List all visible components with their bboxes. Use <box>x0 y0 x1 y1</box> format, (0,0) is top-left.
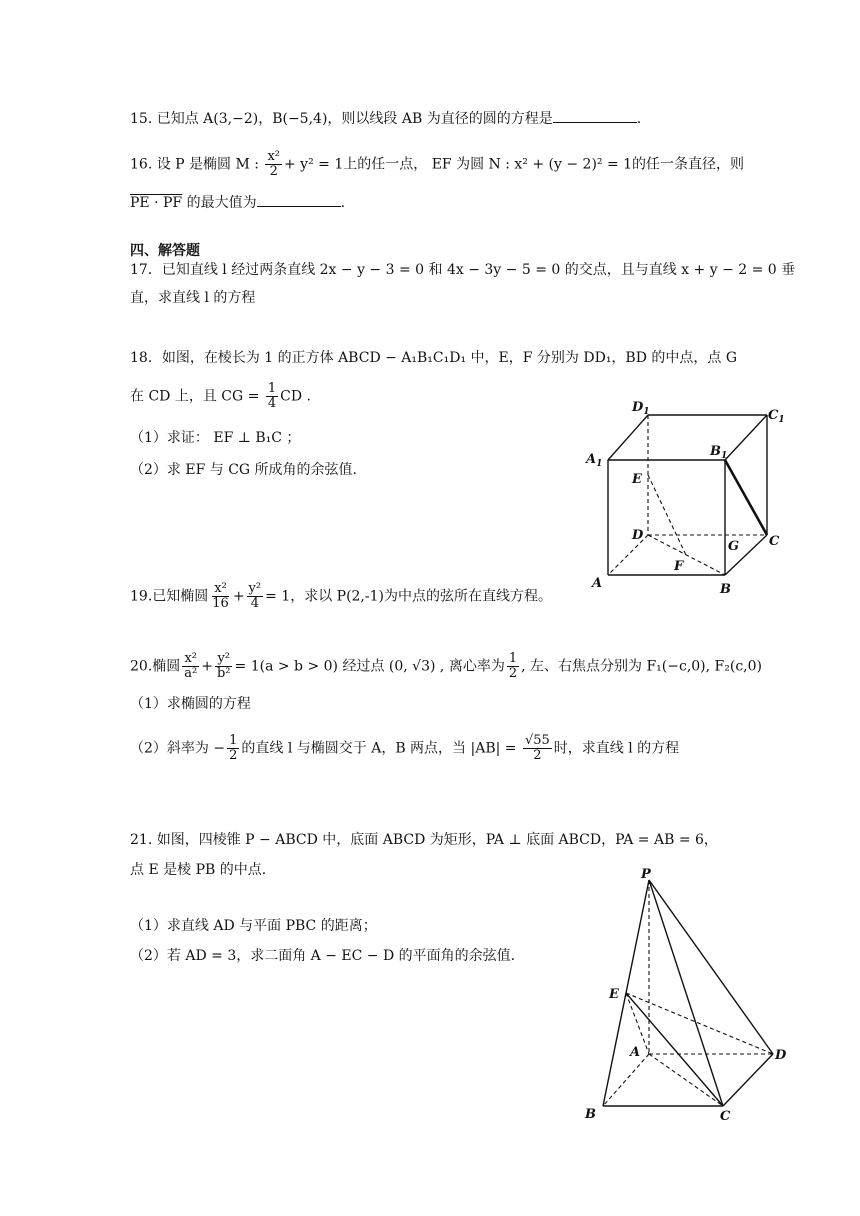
problem-16-text-a: 设 P 是椭圆 M : <box>156 156 264 173</box>
segment-e-c <box>626 993 723 1106</box>
problem-20-text-a: 椭圆 <box>152 658 181 675</box>
problem-20-q1: （1）求椭圆的方程 <box>130 696 251 712</box>
label-a1: $A_1$ <box>586 452 603 469</box>
ellipse-fraction-x <box>210 582 231 611</box>
vector-product: PE · PF <box>130 195 183 211</box>
fraction-denominator: a² <box>184 666 198 681</box>
problem-20-q2-b: 的直线 l 与椭圆交于 A，B 两点，当 |AB| = <box>241 740 521 757</box>
fraction-denominator: 2 <box>269 164 278 179</box>
problem-18-line2 <box>130 382 311 411</box>
edge-c1-b1 <box>725 415 767 460</box>
fraction-numerator: 1 <box>508 651 518 666</box>
eccentricity-fraction <box>507 652 519 681</box>
answer-blank-15[interactable] <box>553 108 637 123</box>
label-d1: $D_1$ <box>632 400 650 417</box>
edge-a1-d1 <box>608 415 648 460</box>
diagonal-a-c-hidden <box>649 1054 723 1106</box>
problem-21-q2: （2）若 AD = 3，求二面角 A − EC − D 的平面角的余弦值. <box>130 948 516 964</box>
fraction-numerator: x² <box>214 581 227 596</box>
problem-16 <box>130 150 744 179</box>
answer-blank-16[interactable] <box>257 192 341 207</box>
fraction-numerator: √55 <box>524 733 550 748</box>
problem-16-end: . <box>340 195 346 211</box>
fraction-numerator: y² <box>217 651 231 666</box>
problem-19 <box>130 582 552 611</box>
problem-15 <box>130 108 641 129</box>
fraction-numerator: 1 <box>229 733 238 748</box>
ellipse-fraction <box>265 150 282 179</box>
edge-a-b-hidden <box>603 1054 649 1106</box>
problem-21-line2: 点 E 是棱 PB 的中点. <box>130 862 267 878</box>
problem-15-text: 已知点 A(3,−2)，B(−5,4)，则以线段 AB 为直径的圆的方程是 <box>156 111 553 127</box>
label-e: E <box>609 987 619 1002</box>
problem-16-text-b: + y² = 1上的任一点， EF 为圆 N : x² + (y − 2)² = 1的任一条直径，则 <box>284 156 745 173</box>
edge-p-c <box>649 880 723 1106</box>
label-p: P <box>641 867 651 882</box>
problem-17-line1: 17．已知直线 l 经过两条直线 2x − y − 3 = 0 和 4x − 3y − 5 = 0 的交点，且与直线 x + y − 2 = 0 垂 <box>130 262 796 278</box>
fraction-denominator: 2 <box>229 748 238 763</box>
problem-18-q2: （2）求 EF 与 CG 所成角的余弦值. <box>130 462 357 478</box>
problem-18-line2-b: CD . <box>280 388 311 405</box>
label-b1: $B_1$ <box>710 444 728 461</box>
problem-20-text-b: = 1(a > b > 0) 经过点 (0, √3) , 离心率为 <box>234 658 505 675</box>
problem-20-number: 20. <box>130 658 153 675</box>
problem-16-line2-text: 的最大值为 <box>182 195 257 211</box>
problem-16-number: 16. <box>130 156 153 173</box>
fraction-denominator: 16 <box>212 596 229 611</box>
plus-sign: + <box>232 588 245 605</box>
problem-16-line2 <box>130 192 345 213</box>
label-d: D <box>632 528 644 543</box>
label-b: B <box>585 1107 596 1122</box>
problem-20-q2-a: （2）斜率为 − <box>130 740 226 757</box>
problem-18-q1: （1）求证： EF ⊥ B₁C ； <box>130 430 301 446</box>
length-fraction <box>523 734 552 763</box>
fraction-numerator: 1 <box>267 381 277 396</box>
segment-b1-c <box>725 460 767 535</box>
label-g: G <box>728 539 740 554</box>
segment-e-f-hidden <box>648 475 686 555</box>
problem-20: 20.椭圆 $\frac{\text{x²}}{\text{a²}}$ + $\frac{\text{y²}}{\text{b²}}$ = 1(a > b > 0) 经过点 (0, √3) , 离心率为 $\frac{1}{2}$ , 左、右焦点分别为 F₁(−c,0), F₂(c,0) <box>130 651 762 681</box>
label-c: C <box>769 534 780 549</box>
problem-21-q1: （1）求直线 AD 与平面 PBC 的距离； <box>130 918 377 934</box>
fraction-denominator: 2 <box>533 748 542 763</box>
label-b: B <box>720 582 731 597</box>
label-c1: $C_1$ <box>768 408 785 425</box>
ellipse-fraction-y <box>247 582 264 611</box>
problem-15-end: . <box>636 111 642 127</box>
cg-fraction <box>266 382 278 411</box>
pyramid-figure <box>575 862 795 1127</box>
section-heading: 四、解答题 <box>130 243 200 259</box>
problem-18-line2-a: 在 CD 上，且 CG = <box>130 388 264 405</box>
problem-21-line1: 21. 如图，四棱锥 P − ABCD 中，底面 ABCD 为矩形，PA ⊥ 底面 ABCD，PA = AB = 6， <box>130 832 718 848</box>
ellipse-fraction-y <box>215 652 233 681</box>
problem-19-text-b: = 1，求以 P(2,-1)为中点的弦所在直线方程。 <box>265 588 552 605</box>
edge-c-d <box>723 1054 773 1106</box>
label-d: D <box>775 1048 787 1063</box>
problem-17-line2: 直，求直线 l 的方程 <box>130 290 256 306</box>
cube-figure <box>580 395 790 600</box>
fraction-denominator: 2 <box>508 666 518 681</box>
problem-19-number: 19. <box>130 588 153 605</box>
label-a: A <box>630 1045 641 1060</box>
label-c: C <box>720 1109 731 1124</box>
slope-fraction <box>227 734 239 763</box>
fraction-numerator: x² <box>184 651 198 666</box>
fraction-denominator: b² <box>216 666 231 681</box>
problem-18-line1: 18．如图，在棱长为 1 的正方体 ABCD − A₁B₁C₁D₁ 中，E，F 分别为 DD₁，BD 的中点，点 G <box>130 350 738 366</box>
diagonal-d-b-hidden <box>648 535 725 575</box>
label-a: A <box>592 576 603 591</box>
problem-20-text-c: , 左、右焦点分别为 F₁(−c,0), F₂(c,0) <box>521 658 762 675</box>
fraction-numerator: y² <box>248 581 262 596</box>
fraction-denominator: 4 <box>250 596 259 611</box>
problem-19-text-a: 已知椭圆 <box>152 588 209 605</box>
problem-20-q2 <box>130 734 679 763</box>
fraction-denominator: 4 <box>267 396 277 411</box>
label-f: F <box>674 559 684 574</box>
problem-15-number: 15. <box>130 111 153 127</box>
problem-20-q2-c: 时，求直线 l 的方程 <box>553 740 680 757</box>
label-e: E <box>632 472 642 487</box>
fraction-numerator: x² <box>267 149 280 164</box>
ellipse-fraction-x <box>182 652 199 681</box>
